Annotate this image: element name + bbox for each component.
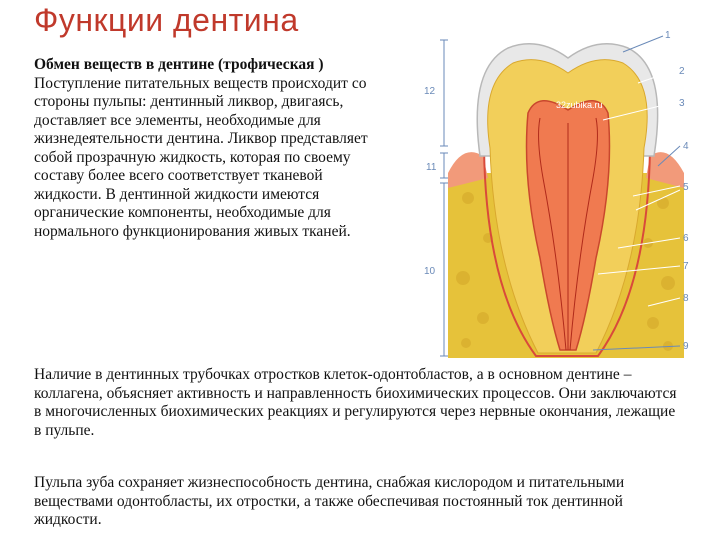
label-3: 3 (679, 98, 685, 109)
label-9: 9 (683, 341, 689, 352)
paragraph-heading: Обмен веществ в дентине (трофическая ) (34, 56, 324, 73)
label-8: 8 (683, 293, 689, 304)
dentin-metabolism-paragraph (34, 56, 386, 241)
zone-label-neck: 11 (426, 162, 437, 173)
zone-label-root: 10 (424, 266, 436, 277)
label-7: 7 (683, 261, 689, 272)
zone-brackets (440, 40, 448, 356)
label-6: 6 (683, 233, 689, 244)
odontoblast-paragraph: Наличие в дентинных трубочках отростков клеток-одонтобластов, а в основном дентине – коллагена, объясняет активность и направленность биохимических процессов. Они заключаются в многочисленных биохимических реакциях и регулируются через нервные окончания, лежащие в пульпе. (34, 366, 677, 439)
watermark: 32zubika.ru (556, 100, 603, 110)
label-2: 2 (679, 66, 685, 77)
page-title: Функции дентина (34, 2, 299, 38)
tooth-diagram (418, 28, 718, 358)
label-1: 1 (665, 30, 671, 41)
paragraph-text: Поступление питательных веществ происходит со стороны пульпы: дентинный ликвор, двигаясь, доставляет все элементы, необходимые для жизнедеятельности дентина. Ликвор представляет собой прозрачную жидкость, которая по своему составу более всего соответствует тканевой жидкости. В дентинной жидкости имеются органические компоненты, необходимые для нормального функционирования живых тканей. (34, 74, 368, 240)
label-5: 5 (683, 182, 689, 193)
zone-label-crown: 12 (424, 86, 436, 97)
label-4: 4 (683, 141, 689, 152)
pulp-paragraph: Пульпа зуба сохраняет жизнеспособность дентина, снабжая кислородом и питательными веществами одонтобласты, их отростки, а также обеспечивая постоянный ток дентинной жидкости. (34, 474, 625, 528)
